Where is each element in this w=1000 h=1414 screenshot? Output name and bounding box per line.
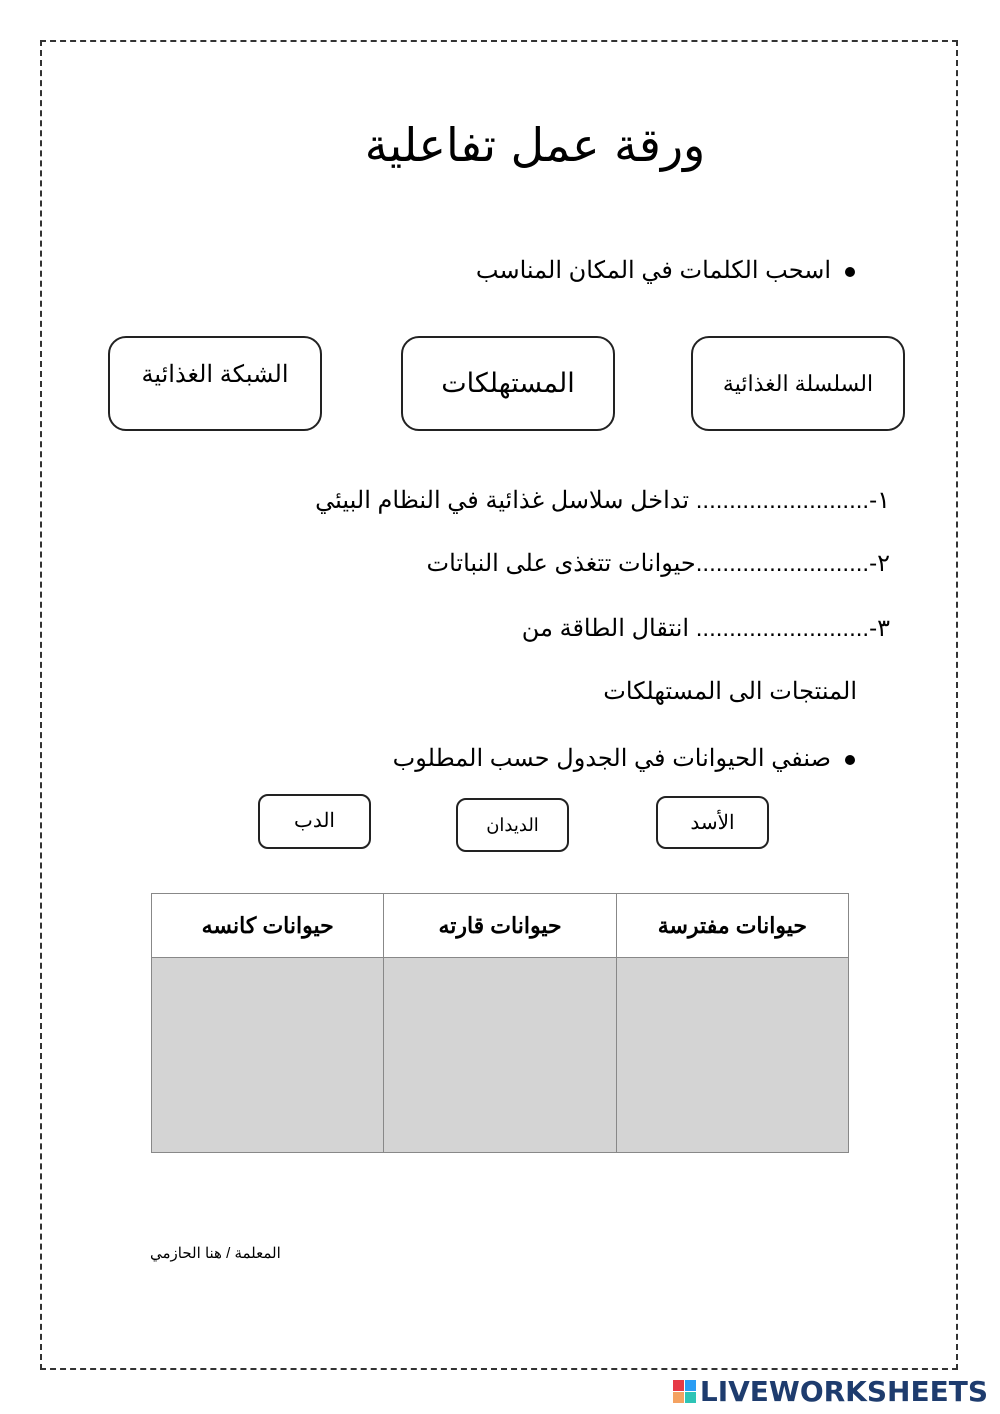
animal-chip-lion[interactable] <box>656 796 769 849</box>
animal-label: الأسد <box>690 812 735 834</box>
classify-instruction-text: صنفي الحيوانات في الجدول حسب المطلوب <box>392 745 831 772</box>
question-number: ٢- <box>869 550 890 577</box>
drop-zone-scavengers[interactable] <box>152 958 384 1153</box>
animal-label: الديدان <box>486 814 539 835</box>
drag-instruction-text: اسحب الكلمات في المكان المناسب <box>475 257 831 284</box>
teacher-name: المعلمة / هنا الحازمي <box>150 1245 281 1262</box>
question-number: ١- <box>869 487 890 514</box>
bullet-icon <box>845 267 855 277</box>
question-number: ٣- <box>869 615 890 642</box>
word-box-food-chain[interactable] <box>691 336 905 431</box>
question-text: تداخل سلاسل غذائية في النظام البيئي <box>315 487 690 514</box>
classify-instruction <box>393 744 855 773</box>
classification-table <box>151 893 849 1153</box>
header-predators: حيوانات مفترسة <box>616 894 848 958</box>
drag-instruction <box>476 256 855 285</box>
question-3 <box>522 614 890 643</box>
animal-chip-worms[interactable] <box>456 798 569 852</box>
word-label: السلسلة الغذائية <box>722 370 874 396</box>
word-label: المستهلكات <box>441 368 575 398</box>
answer-blank-2[interactable]: .......................... <box>695 550 870 577</box>
question-2 <box>426 549 890 578</box>
word-box-food-web[interactable] <box>108 336 322 431</box>
word-box-consumers[interactable] <box>401 336 615 431</box>
header-omnivores: حيوانات قارته <box>384 894 616 958</box>
question-1 <box>315 486 890 515</box>
word-label: الشبكة الغذائية <box>141 361 289 388</box>
bullet-icon <box>845 755 855 765</box>
answer-blank-1[interactable]: .......................... <box>695 487 870 514</box>
question-3-continuation: المنتجات الى المستهلكات <box>603 678 857 705</box>
question-text: انتقال الطاقة من <box>521 615 690 642</box>
liveworksheets-icon <box>673 1380 696 1403</box>
animal-label: الدب <box>294 810 335 832</box>
header-scavengers: حيوانات كانسه <box>152 894 384 958</box>
brand-text: LIVEWORKSHEETS <box>699 1375 988 1408</box>
drop-zone-omnivores[interactable] <box>384 958 616 1153</box>
table-header-row <box>152 894 849 958</box>
animal-chip-bear[interactable] <box>258 794 371 849</box>
liveworksheets-logo <box>673 1375 988 1408</box>
table-row <box>152 958 849 1153</box>
question-text: حيوانات تتغذى على النباتات <box>426 550 696 577</box>
page-title: ورقة عمل تفاعلية <box>364 118 706 172</box>
drop-zone-predators[interactable] <box>616 958 848 1153</box>
answer-blank-3[interactable]: .......................... <box>695 615 870 642</box>
